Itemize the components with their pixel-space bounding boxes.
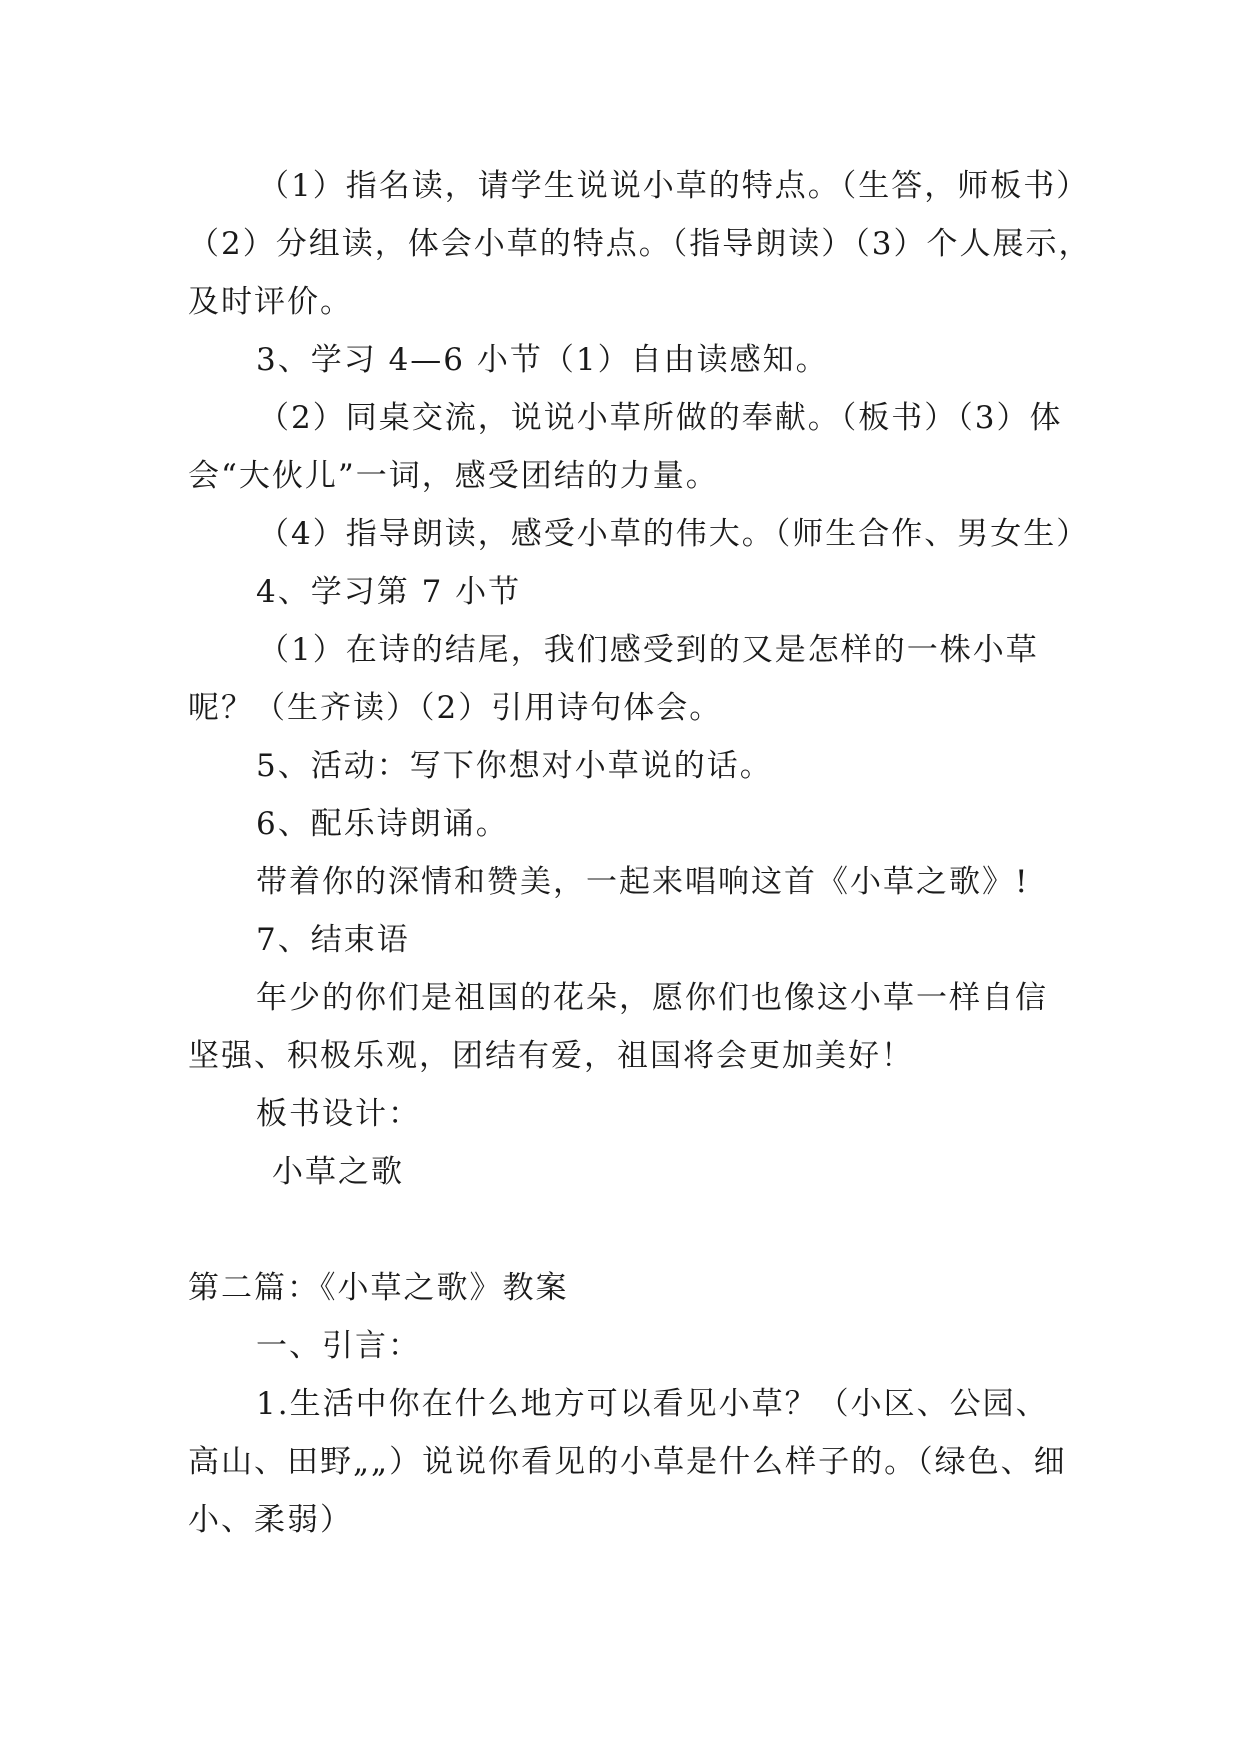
text-line: 高山、田野„„）说说你看见的小草是什么样子的。（绿色、细 (188, 1444, 1067, 1480)
text-line: 板书设计： (256, 1096, 421, 1132)
text-line: 3、学习 4—6 小节（1）自由读感知。 (256, 342, 829, 378)
text-line: 小、柔弱） (188, 1502, 353, 1538)
text-line: 会“大伙儿”一词，感受团结的力量。 (188, 458, 719, 494)
text-line: （1）指名读，请学生说说小草的特点。（生答，师板书） (258, 168, 1090, 204)
text-line: 一、引言： (256, 1328, 421, 1364)
text-line: 坚强、积极乐观，团结有爱，祖国将会更加美好！ (188, 1038, 914, 1074)
text-line: 年少的你们是祖国的花朵，愿你们也像这小草一样自信 (256, 980, 1048, 1016)
text-line: 5、活动：写下你想对小草说的话。 (256, 748, 773, 784)
text-line: 6、配乐诗朗诵。 (256, 806, 509, 842)
text-line: 4、学习第 7 小节 (256, 574, 522, 610)
text-line: 及时评价。 (188, 284, 353, 320)
text-line: 呢？（生齐读）（2）引用诗句体会。 (188, 690, 723, 726)
text-line: 1.生活中你在什么地方可以看见小草？（小区、公园、 (256, 1386, 1049, 1422)
text-line: （4）指导朗读，感受小草的伟大。（师生合作、男女生） (258, 516, 1090, 552)
text-line: 小草之歌 (272, 1154, 404, 1190)
text-line: （1）在诗的结尾，我们感受到的又是怎样的一株小草 (258, 632, 1039, 668)
text-line: 7、结束语 (256, 922, 410, 958)
section-heading: 第二篇：《小草之歌》教案 (188, 1270, 569, 1306)
text-line: （2）分组读，体会小草的特点。（指导朗读）（3）个人展示， (188, 226, 1092, 262)
text-line: 带着你的深情和赞美，一起来唱响这首《小草之歌》! (256, 864, 1030, 900)
text-line: （2）同桌交流，说说小草所做的奉献。（板书）（3）体 (258, 400, 1063, 436)
